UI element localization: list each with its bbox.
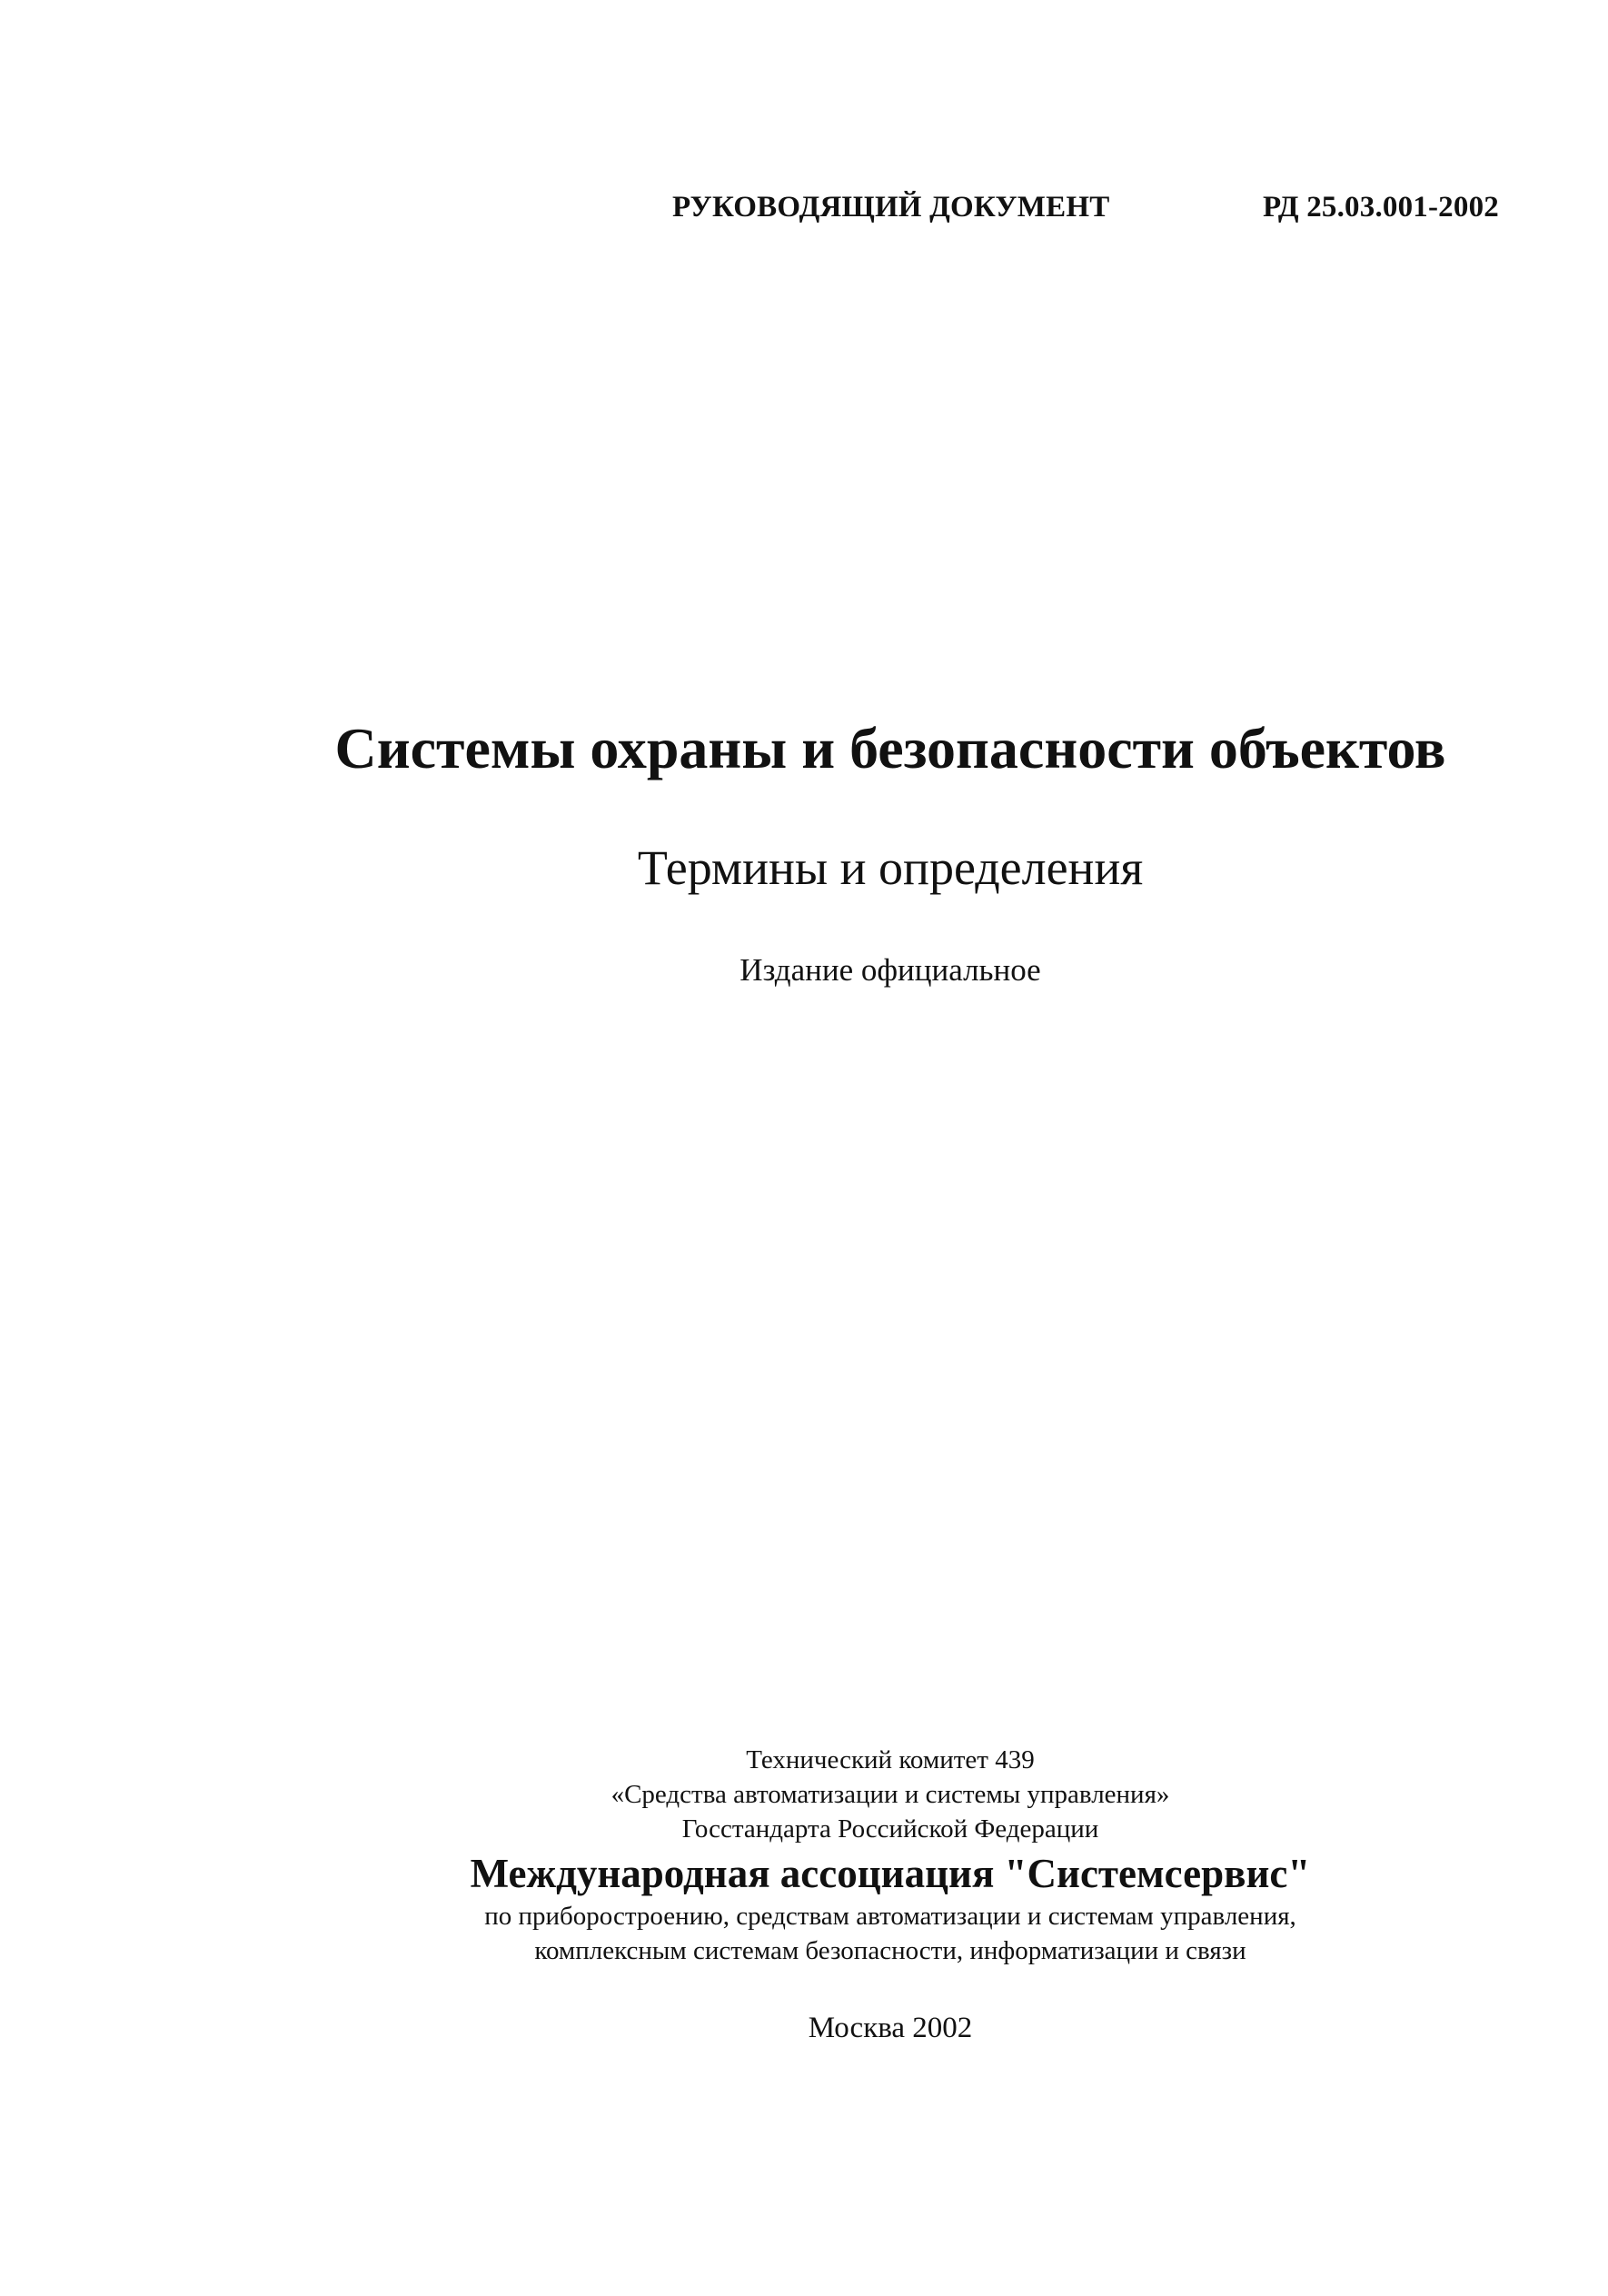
document-title: Системы охраны и безопасности объектов	[334, 716, 1446, 780]
committee-line-1: Технический комитет 439	[746, 1745, 1035, 1774]
document-header	[672, 191, 1499, 236]
committee-line-3: Госстандарта Российской Федерации	[681, 1814, 1099, 1844]
organization-name: Международная ассоциация "Системсервис"	[470, 1851, 1311, 1896]
organization-line-2: комплексным системам безопасности, информатизации и связи	[534, 1936, 1246, 1965]
document-subtitle: Термины и определения	[637, 840, 1144, 895]
edition-note: Издание официальное	[739, 952, 1041, 988]
document-type: РУКОВОДЯЩИЙ ДОКУМЕНТ	[672, 191, 1110, 224]
committee-line-2: «Средства автоматизации и системы управления»	[610, 1780, 1170, 1809]
city-year: Москва 2002	[808, 2012, 973, 2044]
organization-line-1: по приборостроению, средствам автоматизации и системам управления,	[484, 1902, 1296, 1931]
document-number: РД 25.03.001-2002	[1263, 191, 1499, 224]
committee-block	[273, 1743, 1508, 1968]
